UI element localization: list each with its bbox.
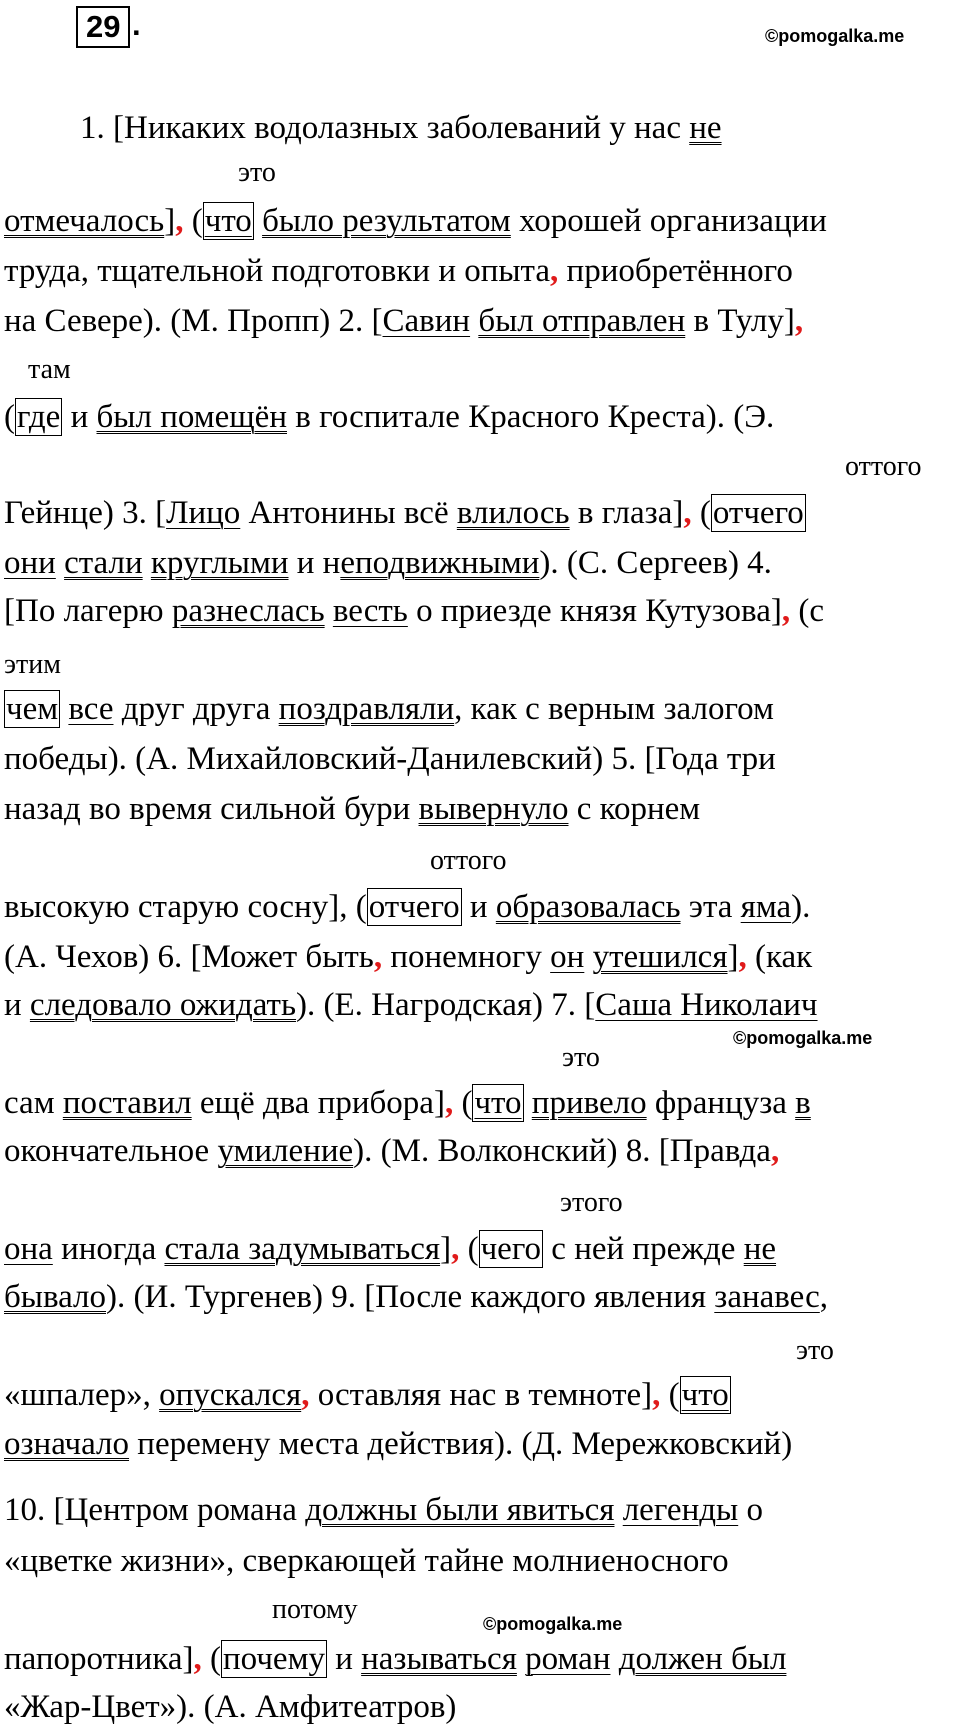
annotation-word: этого <box>560 1187 623 1218</box>
annotation-word: оттого <box>845 451 922 482</box>
text-line: труда, тщательной подготовки и опыта, приобретённого <box>4 253 793 289</box>
boxed-word: почему <box>223 1641 325 1677</box>
text-line: и следовало ожидать). (Е. Нагродская) 7. [Саша Николаич <box>4 987 818 1023</box>
annotation-word: это <box>238 157 276 188</box>
boxed-word: что <box>681 1377 729 1413</box>
boxed-word: где <box>17 399 61 435</box>
watermark-bottom: ©pomogalka.me <box>483 1614 623 1634</box>
boxed-word: отчего <box>368 889 460 925</box>
text-line: назад во время сильной бури вывернуло с корнем <box>4 791 701 827</box>
annotation-word: этим <box>4 649 61 680</box>
boxed-word: что <box>474 1085 522 1121</box>
text-line: на Севере). (М. Пропп) 2. [Савин был отправлен в Тулу], <box>4 303 804 339</box>
text-line: бывало). (И. Тургенев) 9. [После каждого явления занавес, <box>4 1279 829 1315</box>
text-line: [По лагерю разнеслась весть о приезде князя Кутузова], (с <box>4 593 824 629</box>
text-line: папоротника], (почему и называться роман должен был <box>4 1641 787 1677</box>
text-line: 10. [Центром романа должны были явиться легенды о <box>4 1492 763 1528</box>
text-line: она иногда стала задумываться], (чего с ней прежде не <box>4 1231 777 1267</box>
boxed-word: что <box>204 203 252 239</box>
text-line: победы). (А. Михайловский-Данилевский) 5. [Года три <box>4 741 776 777</box>
text-line: «цветке жизни», сверкающей тайне молниеносного <box>4 1543 729 1579</box>
text-line: (А. Чехов) 6. [Может быть, понемногу он утешился], (как <box>4 939 813 975</box>
text-line: Гейнце) 3. [Лицо Антонины всё влилось в глаза], (отчего <box>4 495 804 531</box>
annotation-word: там <box>28 354 71 385</box>
exercise-number: 29 <box>86 9 121 44</box>
text-line: 1. [Никаких водолазных заболеваний у нас не <box>80 110 722 146</box>
text-line: означало перемену места действия). (Д. Мережковский) <box>4 1426 793 1462</box>
annotation-word: это <box>562 1042 600 1073</box>
annotation-word: оттого <box>430 845 507 876</box>
text-line: окончательное умиление). (М. Волконский) 8. [Правда, <box>4 1133 780 1169</box>
text-line: они стали круглыми и неподвижными). (С. Сергеев) 4. <box>4 545 772 581</box>
text-line: «шпалер», опускался, оставляя нас в темноте], (что <box>4 1377 729 1413</box>
watermark-top: ©pomogalka.me <box>765 26 905 46</box>
text-line: сам поставил ещё два прибора], (что привело француза в <box>4 1085 811 1121</box>
watermark-middle: ©pomogalka.me <box>733 1028 873 1048</box>
text-line: высокую старую сосну], (отчего и образовалась эта яма). <box>4 889 811 925</box>
boxed-word: чем <box>6 691 59 727</box>
exercise-number-dot: . <box>132 7 141 42</box>
boxed-word: отчего <box>712 495 804 531</box>
text-line: «Жар-Цвет»). (А. Амфитеатров) <box>4 1689 457 1725</box>
annotation-word: это <box>796 1335 834 1366</box>
text-line: отмечалось], (что было результатом хорошей организации <box>4 203 827 239</box>
exercise-number-box <box>76 6 130 48</box>
text-line: (где и был помещён в госпитале Красного Креста). (Э. <box>4 399 775 435</box>
annotation-word: потому <box>272 1594 358 1625</box>
text-line: чем все друг друга поздравляли, как с верным залогом <box>6 691 774 727</box>
boxed-word: чего <box>480 1231 542 1267</box>
